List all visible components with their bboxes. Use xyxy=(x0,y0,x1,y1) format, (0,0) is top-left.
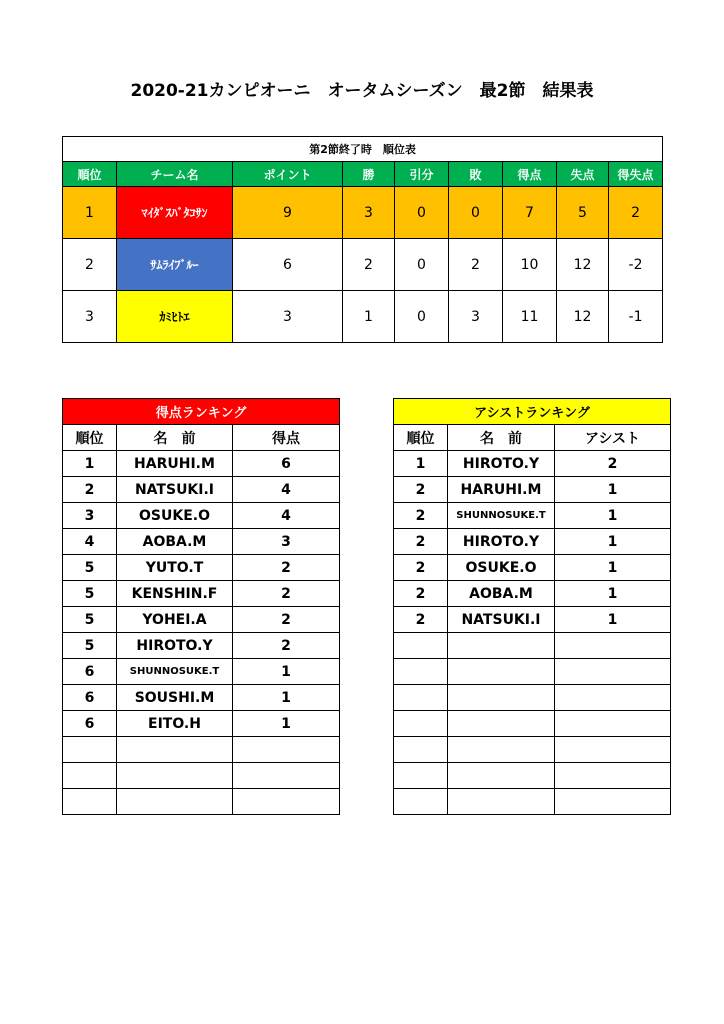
player-name-cell: HIROTO.Y xyxy=(117,633,233,659)
ranking-row xyxy=(63,503,340,529)
standings-table xyxy=(62,136,663,343)
rank-cell: 6 xyxy=(63,659,117,685)
ranking-row xyxy=(394,789,671,815)
assists-cell: 2 xyxy=(555,451,671,477)
draw-cell: 0 xyxy=(395,187,449,239)
header-goal-difference: 得失点 xyxy=(609,162,663,187)
header-rank: 順位 xyxy=(394,425,448,451)
ranking-row xyxy=(63,555,340,581)
ranking-row xyxy=(394,503,671,529)
ranking-row xyxy=(63,451,340,477)
assists-cell xyxy=(555,685,671,711)
player-name-cell xyxy=(117,737,233,763)
goal-difference-cell: -2 xyxy=(609,239,663,291)
loss-cell: 3 xyxy=(449,291,503,343)
goals-against-cell: 12 xyxy=(557,291,609,343)
rank-cell: 2 xyxy=(394,529,448,555)
rank-cell xyxy=(394,737,448,763)
assists-cell: 1 xyxy=(555,555,671,581)
rank-cell: 5 xyxy=(63,633,117,659)
assists-cell xyxy=(555,633,671,659)
player-name-cell: OSUKE.O xyxy=(117,503,233,529)
header-goals: 得点 xyxy=(233,425,340,451)
rank-cell: 5 xyxy=(63,555,117,581)
standings-row xyxy=(63,187,663,239)
loss-cell: 2 xyxy=(449,239,503,291)
rank-cell xyxy=(63,763,117,789)
assists-cell xyxy=(555,737,671,763)
rank-cell: 3 xyxy=(63,291,117,343)
ranking-row xyxy=(63,477,340,503)
goals-for-cell: 7 xyxy=(503,187,557,239)
goals-cell: 4 xyxy=(233,503,340,529)
ranking-row xyxy=(63,737,340,763)
ranking-row xyxy=(394,737,671,763)
loss-cell: 0 xyxy=(449,187,503,239)
rank-cell xyxy=(63,789,117,815)
player-name-cell: HIROTO.Y xyxy=(448,451,555,477)
ranking-row xyxy=(394,659,671,685)
player-name-cell xyxy=(448,789,555,815)
player-name-cell xyxy=(117,763,233,789)
player-name-cell xyxy=(448,763,555,789)
ranking-row xyxy=(394,711,671,737)
goals-cell: 1 xyxy=(233,659,340,685)
rank-cell xyxy=(394,659,448,685)
ranking-row xyxy=(394,451,671,477)
draw-cell: 0 xyxy=(395,239,449,291)
header-goals-for: 得点 xyxy=(503,162,557,187)
points-cell: 6 xyxy=(233,239,343,291)
rank-cell xyxy=(394,789,448,815)
goals-cell: 4 xyxy=(233,477,340,503)
rank-cell: 1 xyxy=(394,451,448,477)
player-name-cell: HIROTO.Y xyxy=(448,529,555,555)
header-win: 勝 xyxy=(343,162,395,187)
goals-cell: 2 xyxy=(233,555,340,581)
rank-cell: 2 xyxy=(63,477,117,503)
player-name-cell: AOBA.M xyxy=(448,581,555,607)
ranking-row xyxy=(394,763,671,789)
assists-cell: 1 xyxy=(555,607,671,633)
rank-cell: 6 xyxy=(63,685,117,711)
assist-ranking-caption: アシストランキング xyxy=(394,399,671,425)
rank-cell xyxy=(394,685,448,711)
goals-cell xyxy=(233,737,340,763)
player-name-cell: SOUSHI.M xyxy=(117,685,233,711)
rank-cell xyxy=(394,711,448,737)
player-name-cell: NATSUKI.I xyxy=(117,477,233,503)
ranking-row xyxy=(63,789,340,815)
assists-cell: 1 xyxy=(555,477,671,503)
assists-cell: 1 xyxy=(555,529,671,555)
points-cell: 3 xyxy=(233,291,343,343)
rank-cell: 5 xyxy=(63,581,117,607)
player-name-cell xyxy=(117,789,233,815)
assists-cell xyxy=(555,789,671,815)
win-cell: 2 xyxy=(343,239,395,291)
ranking-row xyxy=(63,685,340,711)
player-name-cell: YUTO.T xyxy=(117,555,233,581)
header-team: チーム名 xyxy=(117,162,233,187)
player-name-cell: HARUHI.M xyxy=(117,451,233,477)
assists-cell: 1 xyxy=(555,581,671,607)
player-name-cell xyxy=(448,685,555,711)
player-name-cell: SHUNNOSUKE.T xyxy=(117,659,233,685)
rank-cell: 1 xyxy=(63,451,117,477)
ranking-row xyxy=(63,659,340,685)
player-name-cell: HARUHI.M xyxy=(448,477,555,503)
goals-against-cell: 5 xyxy=(557,187,609,239)
rank-cell xyxy=(394,633,448,659)
win-cell: 1 xyxy=(343,291,395,343)
rank-cell: 2 xyxy=(394,555,448,581)
header-loss: 敗 xyxy=(449,162,503,187)
goals-for-cell: 11 xyxy=(503,291,557,343)
points-cell: 9 xyxy=(233,187,343,239)
assists-cell: 1 xyxy=(555,503,671,529)
goal-difference-cell: -1 xyxy=(609,291,663,343)
rank-cell: 2 xyxy=(394,477,448,503)
ranking-row xyxy=(394,529,671,555)
ranking-row xyxy=(394,581,671,607)
draw-cell: 0 xyxy=(395,291,449,343)
team-name-cell: ﾏｲﾀﾞｽﾊﾞﾀｺｻﾝ xyxy=(117,187,233,239)
goals-cell: 2 xyxy=(233,607,340,633)
rank-cell: 3 xyxy=(63,503,117,529)
scorer-ranking-table xyxy=(62,398,340,815)
player-name-cell: KENSHIN.F xyxy=(117,581,233,607)
goals-cell: 6 xyxy=(233,451,340,477)
rank-cell: 1 xyxy=(63,187,117,239)
goals-cell xyxy=(233,763,340,789)
rank-cell: 2 xyxy=(394,607,448,633)
assists-cell xyxy=(555,659,671,685)
player-name-cell xyxy=(448,633,555,659)
player-name-cell: NATSUKI.I xyxy=(448,607,555,633)
header-draw: 引分 xyxy=(395,162,449,187)
rank-cell xyxy=(63,737,117,763)
team-name-cell: ｻﾑﾗｲﾌﾞﾙｰ xyxy=(117,239,233,291)
ranking-row xyxy=(63,581,340,607)
scorer-ranking-caption: 得点ランキング xyxy=(63,399,340,425)
goals-against-cell: 12 xyxy=(557,239,609,291)
ranking-row xyxy=(394,477,671,503)
standings-row xyxy=(63,239,663,291)
ranking-row xyxy=(63,529,340,555)
goals-cell: 1 xyxy=(233,685,340,711)
standings-header-row xyxy=(63,162,663,187)
scorer-header-row xyxy=(63,425,340,451)
rank-cell: 2 xyxy=(394,581,448,607)
goals-cell: 3 xyxy=(233,529,340,555)
player-name-cell: OSUKE.O xyxy=(448,555,555,581)
rank-cell: 6 xyxy=(63,711,117,737)
ranking-row xyxy=(63,607,340,633)
rank-cell: 2 xyxy=(63,239,117,291)
team-name-cell: ｶﾐﾋﾄｴ xyxy=(117,291,233,343)
header-goals-against: 失点 xyxy=(557,162,609,187)
header-rank: 順位 xyxy=(63,425,117,451)
goals-for-cell: 10 xyxy=(503,239,557,291)
player-name-cell: SHUNNOSUKE.T xyxy=(448,503,555,529)
player-name-cell: YOHEI.A xyxy=(117,607,233,633)
ranking-row xyxy=(394,555,671,581)
goals-cell: 2 xyxy=(233,633,340,659)
goals-cell xyxy=(233,789,340,815)
goal-difference-cell: 2 xyxy=(609,187,663,239)
ranking-row xyxy=(394,607,671,633)
win-cell: 3 xyxy=(343,187,395,239)
header-points: ポイント xyxy=(233,162,343,187)
header-name: 名 前 xyxy=(117,425,233,451)
goals-cell: 1 xyxy=(233,711,340,737)
player-name-cell xyxy=(448,659,555,685)
assists-cell xyxy=(555,763,671,789)
ranking-row xyxy=(394,685,671,711)
assist-ranking-table xyxy=(393,398,671,815)
rank-cell xyxy=(394,763,448,789)
assist-header-row xyxy=(394,425,671,451)
header-rank: 順位 xyxy=(63,162,117,187)
ranking-row xyxy=(63,711,340,737)
standings-row xyxy=(63,291,663,343)
rank-cell: 2 xyxy=(394,503,448,529)
player-name-cell: AOBA.M xyxy=(117,529,233,555)
ranking-row xyxy=(394,633,671,659)
rank-cell: 4 xyxy=(63,529,117,555)
ranking-row xyxy=(63,763,340,789)
ranking-row xyxy=(63,633,340,659)
goals-cell: 2 xyxy=(233,581,340,607)
header-name: 名 前 xyxy=(448,425,555,451)
assists-cell xyxy=(555,711,671,737)
player-name-cell: EITO.H xyxy=(117,711,233,737)
player-name-cell xyxy=(448,737,555,763)
rank-cell: 5 xyxy=(63,607,117,633)
header-assists: アシスト xyxy=(555,425,671,451)
page-title: 2020-21カンピオーニ オータムシーズン 最2節 結果表 xyxy=(130,81,594,101)
player-name-cell xyxy=(448,711,555,737)
standings-caption: 第2節終了時 順位表 xyxy=(63,137,663,162)
